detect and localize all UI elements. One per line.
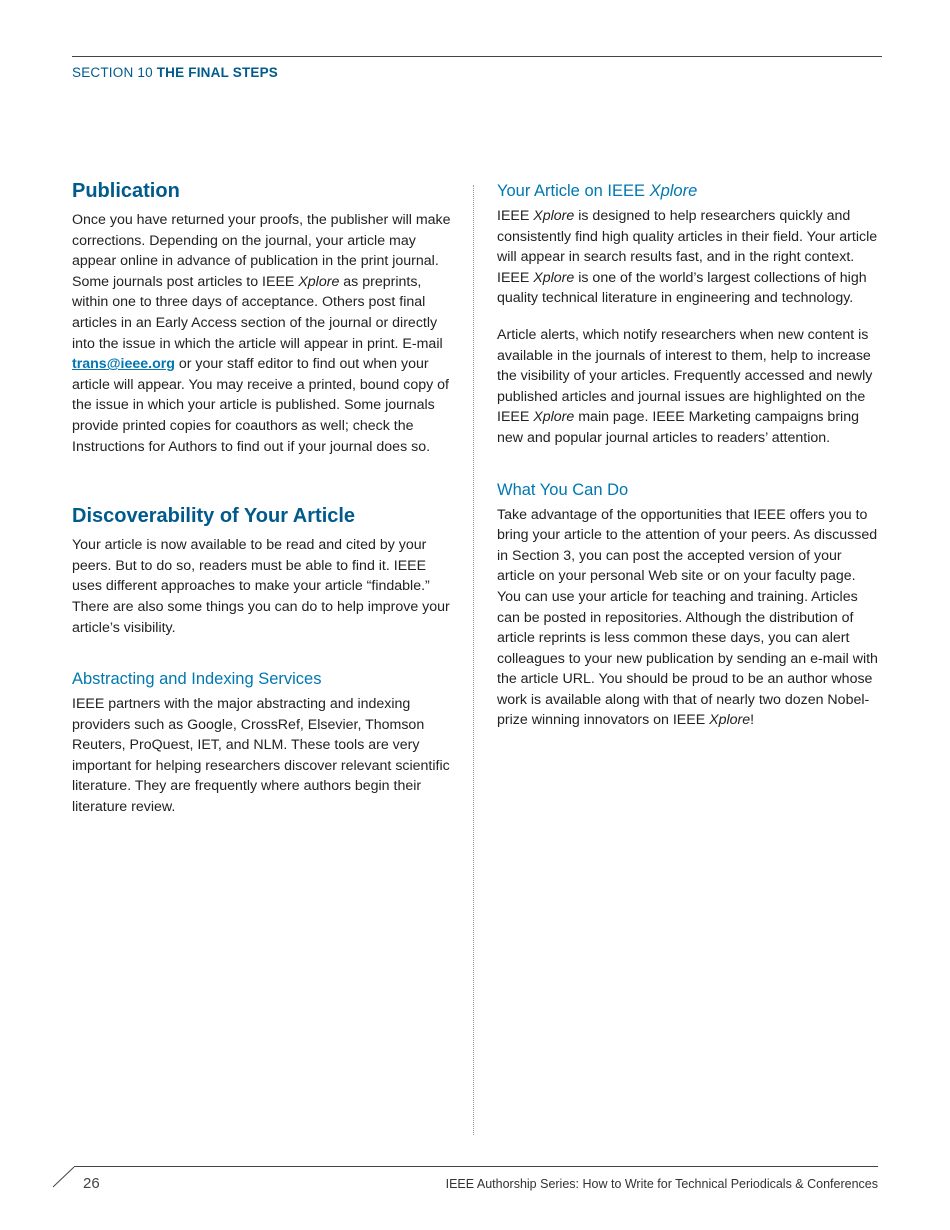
xplore-p2-emphasis: Xplore	[533, 409, 575, 426]
xplore-p2-text-a: Article alerts, which notify researchers when new content is available in the journals of interest to them, help to increase the visibility of your articles. Frequently accessed and newly published articles and journal issues are highlighted on the IEEE	[497, 326, 873, 426]
xplore-emphasis: Xplore	[298, 273, 340, 290]
what-you-can-do-paragraph	[497, 505, 882, 732]
publication-text-a: Once you have returned your proofs, the publisher will make corrections. Depending on the journal, your article may appear online in advance of publication in the print journal. Some journals post articles to IEEE	[72, 212, 451, 290]
xplore-paragraph-1	[497, 206, 882, 309]
footer-rule	[74, 1166, 878, 1167]
xplore-p1-text-b: is designed to help researchers quickly and consistently find high quality articles in their field. Your article will appear in search results fast, and in the right context. IEEE	[497, 208, 878, 286]
discoverability-paragraph: Your article is now available to be read and cited by your peers. But to do so, readers must be able to find it. IEEE uses different approaches to make your article “findable.” There are also some things you can do to help improve your article’s visibility.	[72, 537, 450, 636]
left-column	[72, 178, 456, 818]
xplore-p1-text-c: is one of the world’s largest collections of high quality technical literature in engineering and technology.	[497, 269, 867, 307]
xplore-p1-text-a: IEEE	[497, 208, 534, 224]
what-you-can-do-text-a: Take advantage of the opportunities that IEEE offers you to bring your article to the attention of your peers. As discussed in Section 3, you can post the accepted version of your article on your personal Web site or on your faculty page. You can use your article for teaching and training. Articles can be posted in repositories. Although the distribution of article reprints is less common these days, you can alert colleagues to your new publication by sending an e-mail with the article URL. You should be proud to be an author whose work is available along with that of nearly two dozen Nobel-prize winning innovators on IEEE	[497, 506, 878, 729]
right-column	[497, 180, 882, 731]
what-you-can-do-heading: What You Can Do	[497, 480, 629, 499]
section-label	[72, 65, 278, 80]
publication-paragraph	[72, 210, 456, 457]
discoverability-heading: Discoverability of Your Article	[72, 505, 356, 528]
abstracting-heading: Abstracting and Indexing Services	[72, 670, 322, 689]
section-prefix: SECTION 10	[72, 65, 157, 80]
xplore-p1-emphasis-2: Xplore	[533, 269, 575, 286]
footer-slash-decoration	[52, 1166, 82, 1188]
xplore-p1-emphasis-1: Xplore	[533, 208, 575, 224]
xplore-p2-text-b: main page. IEEE Marketing campaigns bring new and popular journal articles to readers’ attention.	[497, 409, 859, 446]
what-you-can-do-emphasis: Xplore	[709, 712, 751, 729]
xplore-heading-emphasis: Xplore	[649, 182, 698, 200]
publication-heading: Publication	[72, 180, 180, 202]
xplore-paragraph-2	[497, 325, 882, 449]
what-you-can-do-text-b: !	[750, 712, 755, 729]
column-divider	[473, 185, 474, 1135]
xplore-heading	[497, 180, 882, 202]
publication-text-c: or your staff editor to find out when your article will appear. You may receive a printed, bound copy of the issue in which your article is published. Some journals provide printed copies for coauthors as well; check the Instructions for Authors to find out if your journal does so.	[72, 356, 449, 455]
header-rule	[72, 56, 882, 57]
email-link[interactable]: trans@ieee.org	[72, 356, 175, 373]
footer-title: IEEE Authorship Series: How to Write for Technical Periodicals & Conferences	[445, 1177, 878, 1191]
xplore-heading-text: Your Article on IEEE	[497, 182, 650, 200]
abstracting-paragraph: IEEE partners with the major abstracting and indexing providers such as Google, CrossRef, Elsevier, Thomson Reuters, ProQuest, IET, and NLM. These tools are very important for helping researchers discover relevant scientific literature. They are frequently where authors begin their literature review.	[72, 696, 450, 816]
page-number: 26	[83, 1175, 100, 1192]
section-title: THE FINAL STEPS	[156, 65, 278, 80]
publication-text-b: as preprints, within one to three days of acceptance. Others post final articles in an Early Access section of the journal or directly into the issue in which the article will appear in print. E-mail	[72, 273, 443, 352]
